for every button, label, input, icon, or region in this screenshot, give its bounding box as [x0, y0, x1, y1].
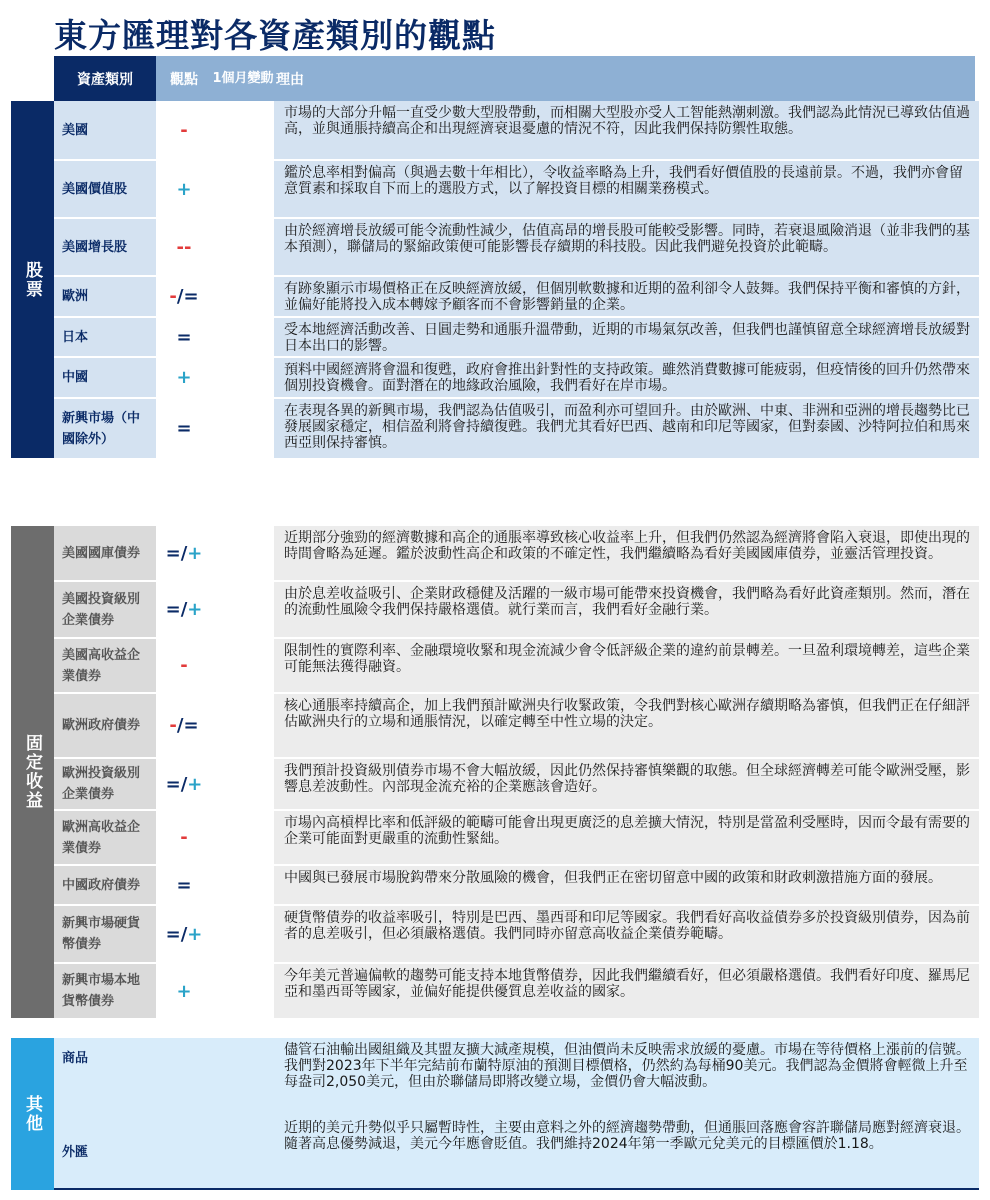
asset-name: 新興市場硬貨幣債券	[54, 906, 156, 962]
table-row	[54, 161, 979, 219]
change-cell	[212, 582, 274, 637]
reason-text: 在表現各異的新興市場，我們認為估值吸引，而盈利亦可望回升。由於歐洲、中東、非洲和亞洲的增長趨勢比已發展國家穩定，相信盈利將會持續復甦。我們尤其看好巴西、越南和印尼等國家，但對泰國、沙特阿拉伯和馬來西亞則保持審慎。	[274, 399, 979, 458]
table-row	[54, 277, 979, 318]
table-row	[54, 866, 979, 906]
reason-text: 核心通脹率持續高企，加上我們預計歐洲央行收緊政策，令我們對核心歐洲存續期略為審慎，但我們正在仔細評估歐洲央行的立場和通脹情況，以確定轉至中性立場的決定。	[274, 694, 979, 757]
asset-name: 日本	[54, 318, 156, 356]
view-indicator	[156, 1038, 212, 1116]
fixed-income-section	[11, 526, 979, 1018]
asset-name: 歐洲政府債券	[54, 694, 156, 757]
others-section	[11, 1038, 979, 1190]
reason-text: 由於經濟增長放緩可能令流動性減少，估值高昂的增長股可能較受影響。同時，若衰退風險消退（並非我們的基本預測），聯儲局的緊縮政策便可能影響長存續期的科技股。因此我們避免投資於此範疇。	[274, 219, 979, 275]
table-row	[54, 358, 979, 399]
asset-name: 外匯	[54, 1116, 156, 1188]
table-row	[54, 399, 979, 458]
table-row	[54, 694, 979, 759]
reason-text: 鑑於息率相對偏高（與過去數十年相比），令收益率略為上升，我們看好價值股的長遠前景。不過，我們亦會留意質素和採取自下而上的選股方式，以了解投資目標的相關業務模式。	[274, 161, 979, 217]
asset-name: 歐洲	[54, 277, 156, 316]
table-row	[54, 906, 979, 964]
change-cell	[212, 866, 274, 904]
change-cell	[212, 318, 274, 356]
change-cell	[212, 759, 274, 809]
view-indicator: - /=	[156, 694, 212, 757]
change-cell	[212, 639, 274, 692]
view-indicator: =/ +	[156, 759, 212, 809]
reason-text: 市場內高槓桿比率和低評級的範疇可能會出現更廣泛的息差擴大情況，特別是當盈利受壓時，因而令最有需要的企業可能面對更嚴重的流動性緊絀。	[274, 811, 979, 864]
asset-name: 美國高收益企業債券	[54, 639, 156, 692]
reason-text: 近期部分強勁的經濟數據和高企的通脹率導致核心收益率上升，但我們仍然認為經濟將會陷入衰退，即使出現的時間會略為延遲。鑑於波動性高企和政策的不確定性，我們繼續略為看好美國國庫債券，並靈活管理投資。	[274, 526, 979, 580]
table-header	[54, 56, 975, 101]
reason-text: 我們預計投資級別債券市場不會大幅放緩，因此仍然保持審慎樂觀的取態。但全球經濟轉差可能令歐洲受壓，影響息差波動性。內部現金流充裕的企業應該會造好。	[274, 759, 979, 809]
table-row	[54, 582, 979, 639]
asset-name: 美國價值股	[54, 161, 156, 217]
table-row	[54, 318, 979, 358]
view-indicator: -	[156, 101, 212, 159]
table-row	[54, 1038, 979, 1116]
header-one-month-change: 1個月變動	[212, 70, 274, 86]
change-cell	[212, 161, 274, 217]
table-row	[54, 101, 979, 161]
view-indicator: - /=	[156, 277, 212, 316]
reason-text: 由於息差收益吸引、企業財政穩健及活躍的一級市場可能帶來投資機會，我們略為看好此資產類別。然而，潛在的流動性風險令我們保持嚴格選債。就行業而言，我們看好金融行業。	[274, 582, 979, 637]
table-row	[54, 811, 979, 866]
reason-text: 硬貨幣債券的收益率吸引，特別是巴西、墨西哥和印尼等國家。我們看好高收益債券多於投資級別債券，因為前者的息差吸引，但必須嚴格選債。我們同時亦留意高收益企業債券範疇。	[274, 906, 979, 962]
table-row	[54, 219, 979, 277]
change-cell	[212, 906, 274, 962]
asset-name: 商品	[54, 1038, 156, 1116]
table-row	[54, 759, 979, 811]
reason-text: 限制性的實際利率、金融環境收緊和現金流減少會令低評級企業的違約前景轉差。一旦盈利環境轉差，這些企業可能無法獲得融資。	[274, 639, 979, 692]
equities-section	[11, 101, 979, 458]
view-indicator: =/ +	[156, 906, 212, 962]
asset-name: 中國	[54, 358, 156, 397]
change-cell	[212, 358, 274, 397]
change-cell	[212, 694, 274, 757]
change-cell	[212, 219, 274, 275]
header-view: 觀點	[156, 56, 212, 101]
asset-name: 新興市場本地貨幣債券	[54, 964, 156, 1018]
asset-name: 歐洲投資級別企業債券	[54, 759, 156, 809]
reason-text: 受本地經濟活動改善、日圓走勢和通脹升溫帶動，近期的市場氣氛改善，但我們也謹慎留意全球經濟增長放緩對日本出口的影響。	[274, 318, 979, 356]
view-indicator: +	[156, 161, 212, 217]
bottom-rule	[54, 1188, 979, 1190]
view-indicator: -	[156, 639, 212, 692]
reason-text: 市場的大部分升幅一直受少數大型股帶動，而相關大型股亦受人工智能熱潮刺激。我們認為此情況已導致估值過高，並與通脹持續高企和出現經濟衰退憂慮的情況不符，因此我們保持防禦性取態。	[274, 101, 979, 159]
view-indicator: +	[156, 358, 212, 397]
change-cell	[212, 277, 274, 316]
table-row	[54, 1116, 979, 1188]
header-asset-class: 資產類別	[54, 56, 156, 101]
view-indicator: --	[156, 219, 212, 275]
change-cell	[212, 1038, 274, 1116]
asset-name: 美國增長股	[54, 219, 156, 275]
view-indicator: =	[156, 318, 212, 356]
equities-label: 股票	[11, 101, 54, 458]
table-row	[54, 639, 979, 694]
asset-name: 美國	[54, 101, 156, 159]
others-label: 其他	[11, 1038, 54, 1190]
view-indicator: +	[156, 964, 212, 1018]
table-row	[54, 526, 979, 582]
change-cell	[212, 1116, 274, 1188]
view-indicator: -	[156, 811, 212, 864]
asset-name: 中國政府債券	[54, 866, 156, 904]
change-cell	[212, 811, 274, 864]
asset-name: 歐洲高收益企業債券	[54, 811, 156, 864]
reason-text: 預料中國經濟將會溫和復甦，政府會推出針對性的支持政策。雖然消費數據可能疲弱，但疫情後的回升仍然帶來個別投資機會。面對潛在的地緣政治風險，我們看好在岸市場。	[274, 358, 979, 397]
reason-text: 中國與已發展市場脫鈎帶來分散風險的機會，但我們正在密切留意中國的政策和財政刺激措施方面的發展。	[274, 866, 979, 904]
fixed-income-label: 固定收益	[11, 526, 54, 1018]
view-indicator: =	[156, 399, 212, 458]
view-indicator: =/ +	[156, 526, 212, 580]
reason-text: 儘管石油輸出國組織及其盟友擴大減產規模，但油價尚未反映需求放緩的憂慮。市場在等待價格上漲前的信號。我們對2023年下半年完結前布蘭特原油的預測目標價格，仍然約為每桶90美元。我們認為金價將會輕微上升至每盎司2,050美元，但由於聯儲局即將改變立場，金價仍會大幅波動。	[274, 1038, 979, 1116]
change-cell	[212, 964, 274, 1018]
table-row	[54, 964, 979, 1018]
asset-name: 新興市場（中國除外）	[54, 399, 156, 458]
view-indicator: =	[156, 866, 212, 904]
reason-text: 有跡象顯示市場價格正在反映經濟放緩，但個別軟數據和近期的盈利卻令人鼓舞。我們保持平衡和審慎的方針，並偏好能將投入成本轉嫁予顧客而不會影響銷量的企業。	[274, 277, 979, 316]
change-cell	[212, 526, 274, 580]
view-indicator	[156, 1116, 212, 1188]
view-indicator: =/ +	[156, 582, 212, 637]
header-reason: 理由	[276, 71, 304, 88]
change-cell	[212, 399, 274, 458]
asset-name: 美國國庫債券	[54, 526, 156, 580]
change-cell	[212, 101, 274, 159]
asset-name: 美國投資級別企業債券	[54, 582, 156, 637]
reason-text: 今年美元普遍偏軟的趨勢可能支持本地貨幣債券，因此我們繼續看好，但必須嚴格選債。我們看好印度、羅馬尼亞和墨西哥等國家，並偏好能提供優質息差收益的國家。	[274, 964, 979, 1018]
page-title: 東方匯理對各資產類別的觀點	[54, 16, 496, 55]
reason-text: 近期的美元升勢似乎只屬暫時性，主要由意料之外的經濟趨勢帶動，但通脹回落應會容許聯儲局應對經濟衰退。隨著高息優勢減退，美元今年應會貶值。我們維持2024年第一季歐元兌美元的目標匯價於1.18。	[274, 1116, 979, 1188]
